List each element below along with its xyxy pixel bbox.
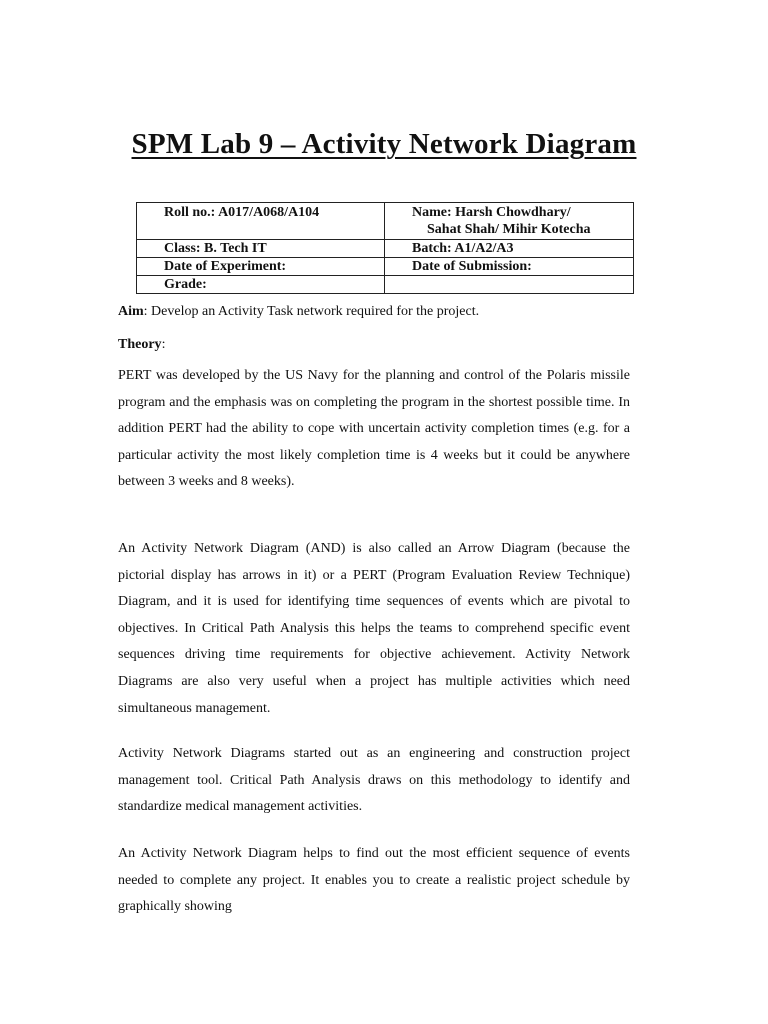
student-info-table: [136, 202, 634, 294]
aim-paragraph: [118, 299, 630, 326]
name-line-2: Sahat Shah/ Mihir Kotecha: [427, 222, 591, 237]
date-of-experiment-cell: Date of Experiment:: [137, 258, 385, 276]
theory-label: Theory: [118, 337, 162, 352]
table-row: [137, 203, 634, 240]
aim-label: Aim: [118, 304, 144, 319]
theory-colon: :: [161, 337, 166, 352]
batch-cell: Batch: A1/A2/A3: [385, 240, 634, 258]
table-row: [137, 240, 634, 258]
body-paragraph-2: An Activity Network Diagram (AND) is also called an Arrow Diagram (because the pictorial display has arrows in it) or a PERT (Program Evaluation Review Technique) Diagram, and it is used for identifying time sequences of events which are pivotal to objectives. In Critical Path Analysis this helps the teams to comprehend specific event sequences driving time requirements for objective achievement. Activity Network Diagrams are also very useful when a project has multiple activities which need simultaneous management.: [118, 541, 630, 716]
name-cell: [385, 203, 634, 240]
table-row: [137, 258, 634, 276]
aim-text: : Develop an Activity Task network required for the project.: [143, 304, 480, 319]
empty-cell: [385, 276, 634, 294]
class-cell: Class: B. Tech IT: [137, 240, 385, 258]
body-paragraph-4: An Activity Network Diagram helps to find out the most efficient sequence of events needed to complete any project. It enables you to create a realistic project schedule by graphically showing: [118, 846, 630, 915]
body-paragraph-3: Activity Network Diagrams started out as an engineering and construction project management tool. Critical Path Analysis draws on this methodology to identify and standardize medical management activities.: [118, 746, 630, 815]
date-of-submission-cell: Date of Submission:: [385, 258, 634, 276]
page-title: SPM Lab 9 – Activity Network Diagram: [131, 128, 637, 160]
grade-cell: Grade:: [137, 276, 385, 294]
table-row: [137, 276, 634, 294]
theory-heading: [118, 332, 630, 359]
body-paragraph-1: PERT was developed by the US Navy for the planning and control of the Polaris missile program and the emphasis was on completing the program in the shortest possible time. In addition PERT had the ability to cope with uncertain activity completion times (e.g. for a particular activity the most likely completion time is 4 weeks but it could be anywhere between 3 weeks and 8 weeks).: [118, 368, 630, 490]
name-line-1: Name: Harsh Chowdhary/: [412, 205, 571, 220]
roll-no-cell: Roll no.: A017/A068/A104: [137, 203, 385, 240]
